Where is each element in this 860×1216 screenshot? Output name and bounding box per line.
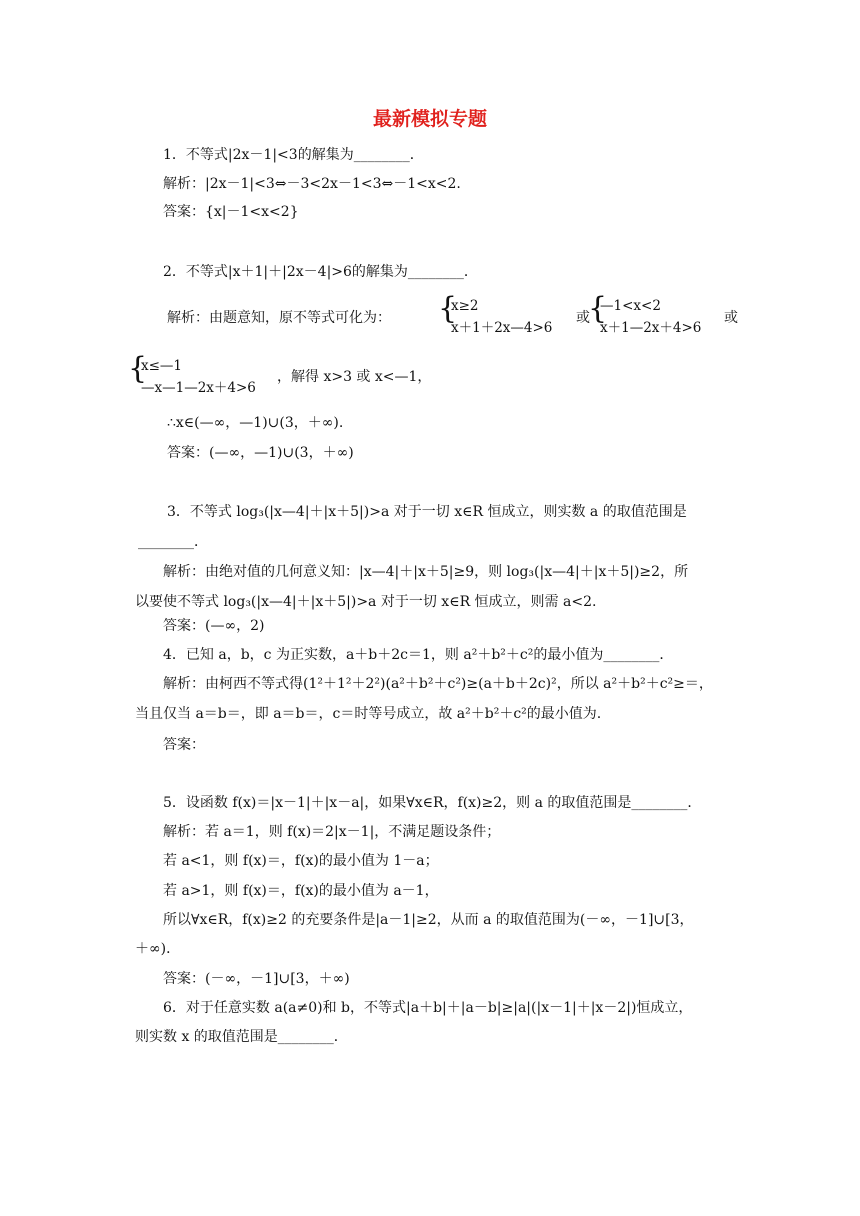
- system-brace-2: {: [588, 291, 608, 326]
- question-4-solution-2: 当且仅当 a＝b＝，即 a＝b＝，c＝时等号成立，故 a²＋b²＋c²的最小值为.: [135, 706, 602, 722]
- question-3-solution-2: 以要使不等式 log₃(|x—4|＋|x＋5|)>a 对于一切 x∈R 恒成立，则需 a<2.: [135, 594, 597, 610]
- question-4-solution-1: 解析：由柯西不等式得(1²＋1²＋2²)(a²＋b²＋c²)≥(a＋b＋2c)²，所以 a²＋b²＋c²≥＝，: [163, 676, 713, 692]
- question-3-answer: 答案：(—∞，2): [163, 618, 265, 634]
- question-5-solution-3: 若 a>1，则 f(x)＝，f(x)的最小值为 a－1，: [163, 883, 439, 899]
- system-2-line-2: x＋1—2x＋4>6: [600, 320, 702, 336]
- page-title: 最新模拟专题: [372, 108, 487, 130]
- question-5-solution-4: 所以∀x∈R，f(x)≥2 的充要条件是|a－1|≥2，从而 a 的取值范围为(－∞，－1]∪[3，: [163, 912, 694, 928]
- system-brace-3: {: [128, 351, 148, 386]
- question-2-answer: 答案：(—∞，—1)∪(3，＋∞): [167, 445, 354, 461]
- question-5-solution-2: 若 a<1，则 f(x)＝，f(x)的最小值为 1－a；: [163, 853, 439, 869]
- question-2: 2．不等式|x＋1|＋|2x－4|>6的解集为________．: [163, 264, 478, 280]
- question-3: 3．不等式 log₃(|x—4|＋|x＋5|)>a 对于一切 x∈R 恒成立，则实数 a 的取值范围是: [167, 504, 687, 520]
- or-text-1: 或: [576, 310, 590, 326]
- system-3-line-2: —x—1—2x＋4>6: [141, 380, 256, 396]
- system-3-line-1: x≤—1: [141, 358, 183, 374]
- system-1: [451, 295, 552, 339]
- system-1-line-2: x＋1＋2x—4>6: [451, 320, 553, 336]
- question-5: 5．设函数 f(x)＝|x－1|＋|x－a|，如果∀x∈R，f(x)≥2，则 a 的取值范围是________．: [163, 795, 702, 811]
- question-1-answer: 答案：{x|－1<x<2}: [163, 204, 299, 220]
- question-4: 4．已知 a，b，c 为正实数，a＋b＋2c＝1，则 a²＋b²＋c²的最小值为________．: [163, 647, 674, 663]
- system-3: [141, 355, 256, 399]
- question-1: 1．不等式|2x－1|<3的解集为________．: [163, 147, 424, 163]
- system-2-line-1: —1<x<2: [600, 298, 661, 314]
- question-5-answer: 答案：(－∞，－1]∪[3，＋∞): [163, 971, 350, 987]
- question-2-therefore: ∴x∈(—∞，—1)∪(3，＋∞).: [167, 415, 344, 431]
- question-3-blank: ________．: [138, 534, 208, 550]
- system-brace-1: {: [438, 291, 458, 326]
- or-text-2: 或: [724, 310, 738, 326]
- question-1-solution: 解析：|2x－1|<3⇔－3<2x－1<3⇔－1<x<2.: [163, 176, 461, 192]
- system-1-line-1: x≥2: [451, 298, 479, 314]
- question-2-solution-tail: ，解得 x>3 或 x<—1，: [277, 369, 432, 385]
- question-4-answer: 答案：: [163, 737, 205, 753]
- question-5-solution-5: ＋∞)．: [135, 941, 181, 957]
- question-6-line-1: 6．对于任意实数 a(a≠0)和 b，不等式|a＋b|＋|a－b|≥|a|(|x－1|＋|x－2|)恒成立，: [163, 1000, 693, 1016]
- question-5-solution-1: 解析：若 a＝1，则 f(x)＝2|x－1|，不满足题设条件；: [163, 824, 501, 840]
- question-3-solution-1: 解析：由绝对值的几何意义知：|x—4|＋|x＋5|≥9，则 log₃(|x—4|＋|x＋5|)≥2，所: [163, 564, 689, 580]
- question-6-line-2: 则实数 x 的取值范围是________．: [135, 1029, 348, 1045]
- question-2-solution-prefix: 解析：由题意知，原不等式可化为：: [167, 310, 391, 326]
- system-2: [600, 295, 701, 339]
